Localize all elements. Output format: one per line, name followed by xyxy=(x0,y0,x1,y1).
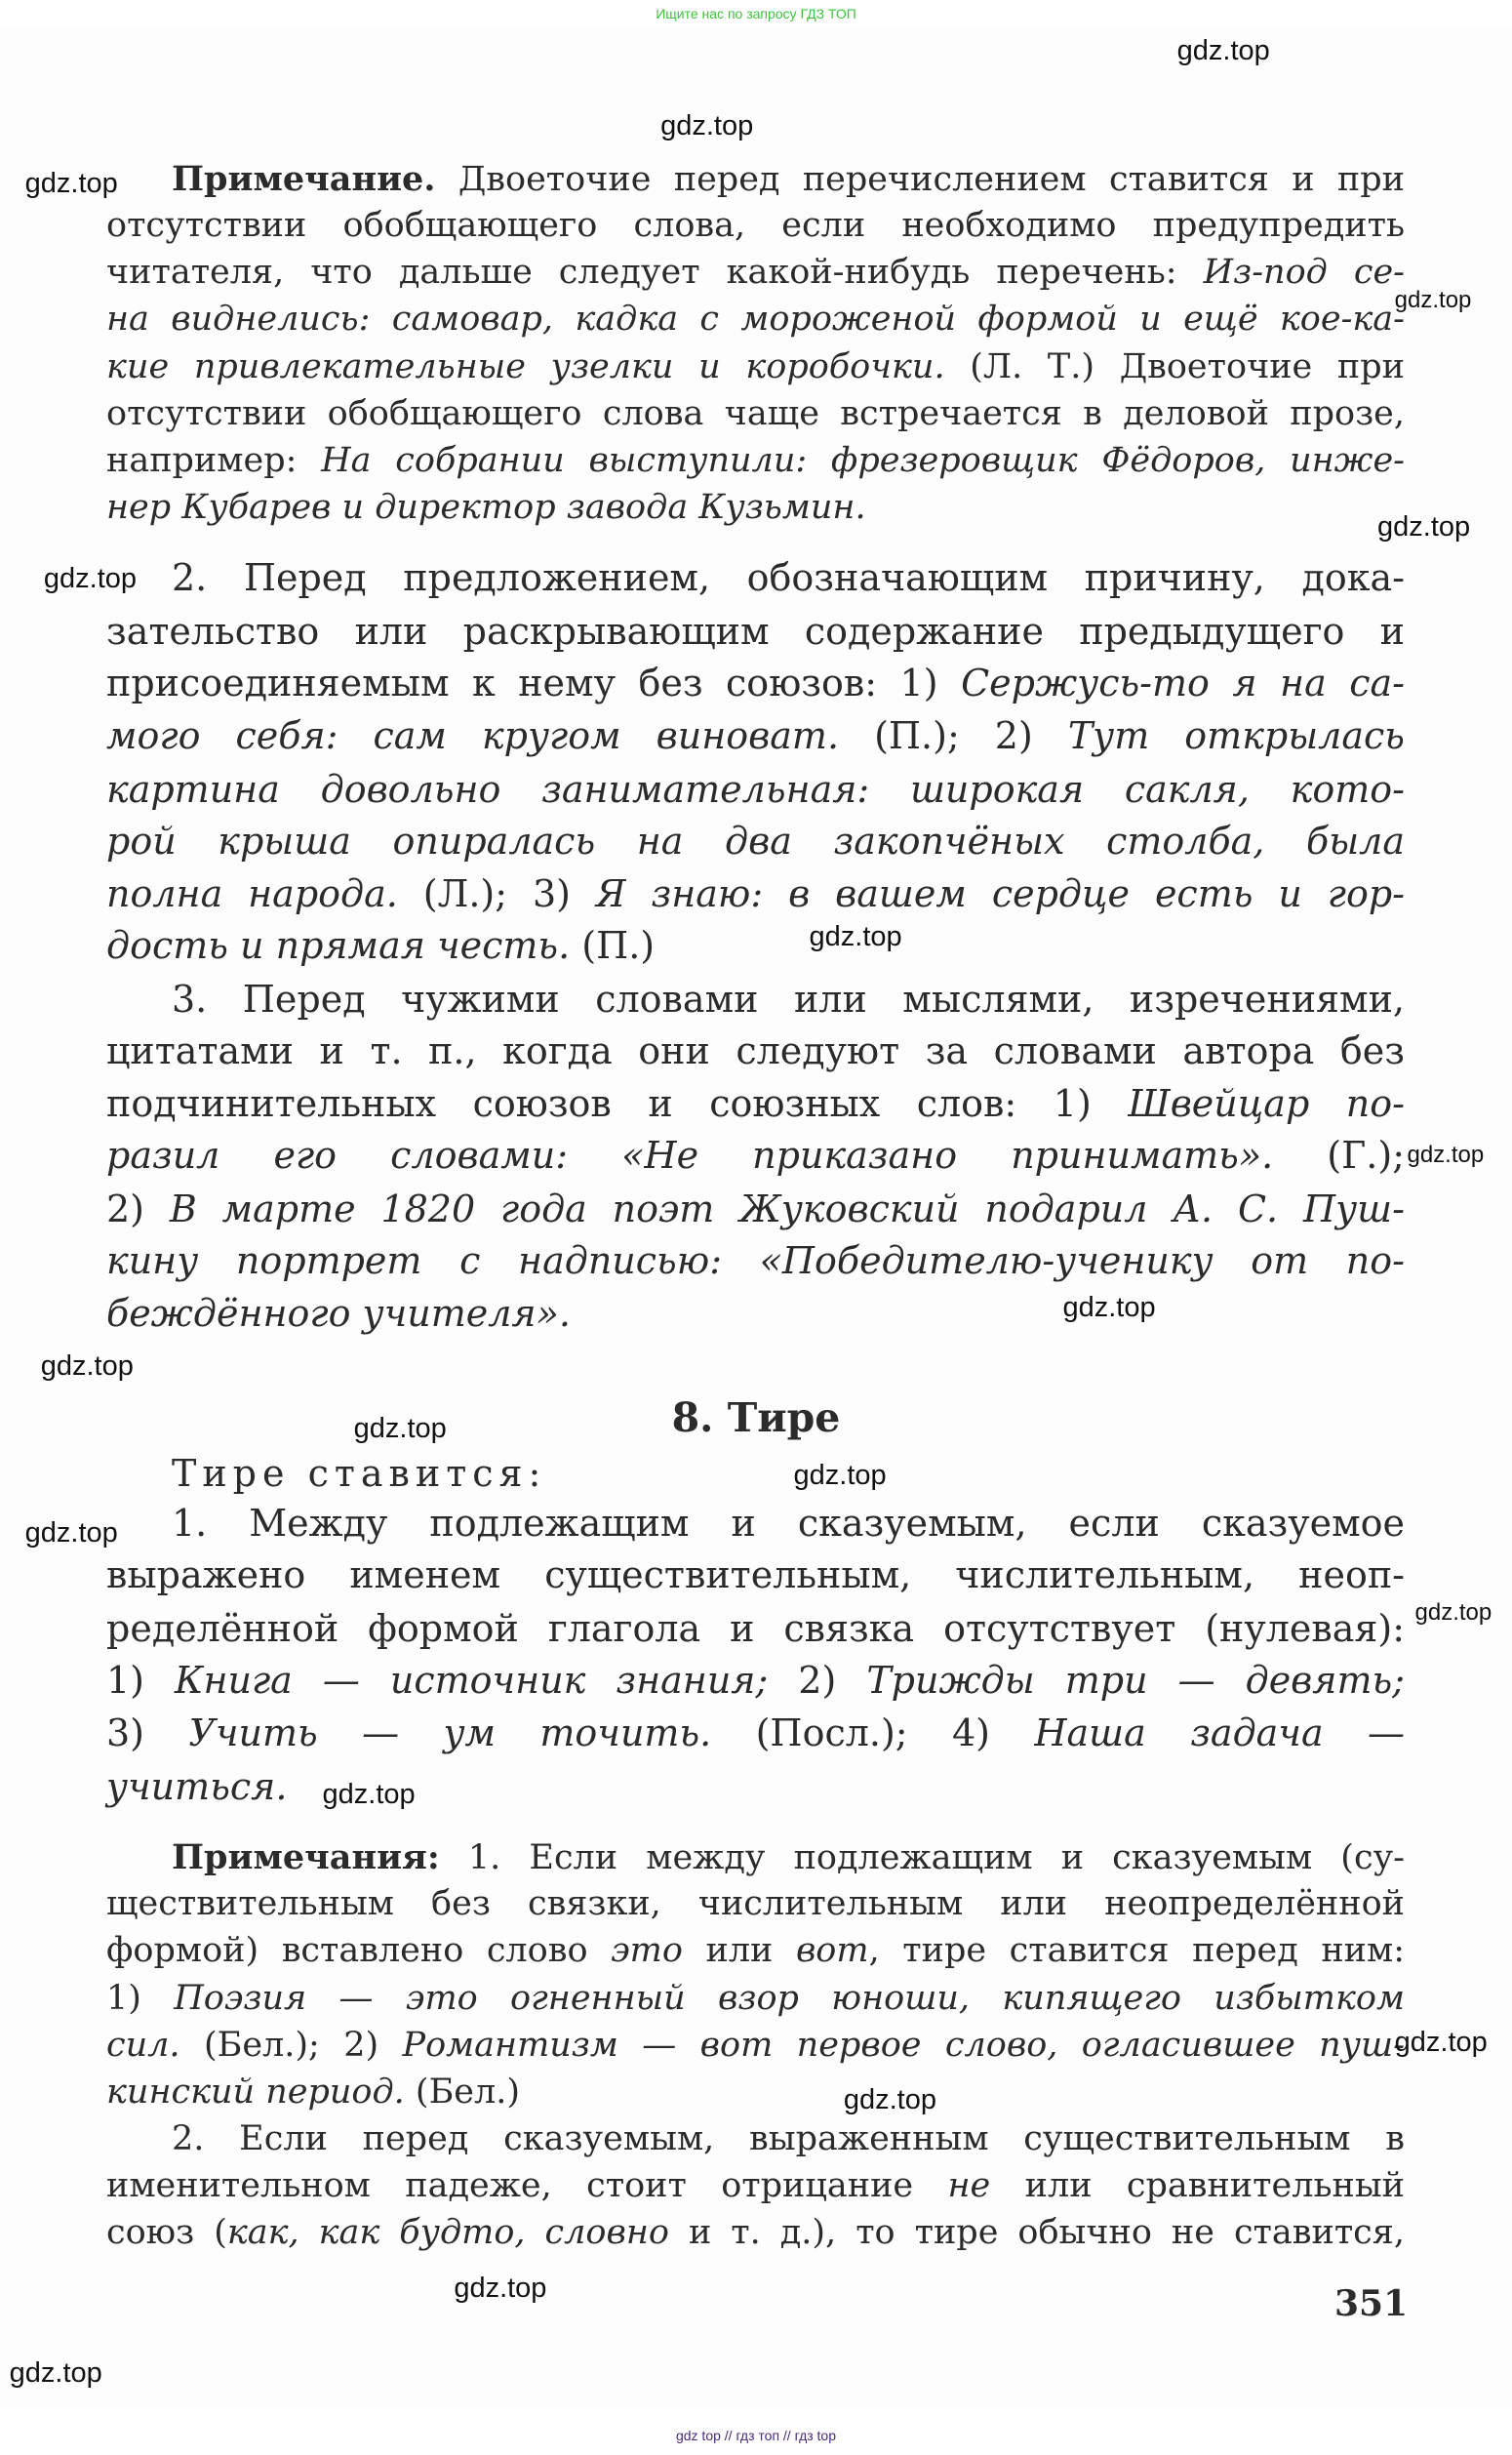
text-run: выражено именем существительным, числительным, неоп- xyxy=(106,1553,1405,1597)
text-run: ществительным без связки, числительным или неопределённой xyxy=(106,1884,1405,1924)
text-line xyxy=(106,924,1405,968)
text-run: 1) xyxy=(106,1978,175,2018)
text-line xyxy=(106,2072,1405,2112)
text-line xyxy=(106,440,1406,480)
text-run: (Посл.); 4) xyxy=(711,1711,1035,1755)
text-run: 3. Перед чужими словами или мыслями, изречениями, xyxy=(172,977,1405,1021)
text-run: например: xyxy=(106,440,322,480)
text-line xyxy=(106,1028,1405,1072)
italic-text: В марте 1820 года поэт Жуковский подарил А. С. Пуш- xyxy=(169,1187,1405,1230)
text-line xyxy=(106,1711,1405,1755)
italic-text: это xyxy=(611,1931,683,1971)
text-run: 2) xyxy=(768,1658,867,1702)
text-run: (Бел.) xyxy=(404,2072,521,2112)
italic-text: Наша задача — xyxy=(1034,1711,1405,1755)
text-run: или xyxy=(682,1931,796,1971)
text-run: (Бел.); 2) xyxy=(179,2025,403,2065)
text-line xyxy=(172,556,1405,600)
watermark: gdz.top xyxy=(1394,2026,1488,2058)
italic-text: На собрании выступили: фрезеровщик Фёдоров, инже- xyxy=(321,440,1406,480)
italic-text: Трижды три — девять; xyxy=(866,1658,1405,1702)
watermark: gdz.top xyxy=(1176,34,1270,66)
text-line xyxy=(106,1931,1405,1971)
text-run: (Л.); 3) xyxy=(397,872,596,916)
text-line xyxy=(106,2025,1405,2065)
italic-text: Тут открылась xyxy=(1067,714,1405,758)
text-line xyxy=(172,1502,1405,1546)
section-heading: 8. Тире xyxy=(671,1394,841,1441)
watermark: gdz.top xyxy=(1407,1142,1485,1169)
text-run: зательство или раскрывающим содержание предыдущего и xyxy=(106,609,1405,653)
italic-text: Я знаю: в вашем сердце есть и гор- xyxy=(595,872,1406,916)
text-run: именительном падеже, стоит отрицание xyxy=(106,2166,948,2206)
text-run: 1. Между подлежащим и сказуемым, если сказуемое xyxy=(172,1502,1405,1546)
text-line xyxy=(106,1884,1405,1924)
italic-text: Поэзия — это огненный взор юноши, кипящего избытком xyxy=(174,1978,1405,2018)
watermark: gdz.top xyxy=(43,562,138,594)
watermark: gdz.top xyxy=(9,2356,102,2389)
watermark: gdz.top xyxy=(353,1412,447,1444)
watermark: gdz.top xyxy=(454,2272,547,2304)
watermark: gdz.top xyxy=(1062,1292,1156,1324)
text-run: или сравнительный xyxy=(990,2166,1406,2206)
text-line xyxy=(106,1606,1405,1650)
text-run: отсутствии обобщающего слова, если необходимо предупредить xyxy=(106,206,1405,246)
text-line xyxy=(106,609,1405,653)
text-run: Двоеточие перед перечислением ставится и при xyxy=(435,160,1405,200)
watermark: gdz.top xyxy=(809,921,902,953)
text-run: читателя, что дальше следует какой-нибудь перечень: xyxy=(106,253,1204,293)
text-run: (П.) xyxy=(570,924,656,968)
text-run: отсутствии обобщающего слова чаще встречается в деловой прозе, xyxy=(106,393,1405,433)
text-run: , тире ставится перед ним: xyxy=(868,1931,1405,1971)
text-run: (П.); 2) xyxy=(839,714,1068,758)
text-line xyxy=(106,346,1405,386)
italic-text: нер Кубарев и директор завода Кузьмин. xyxy=(106,487,866,527)
text-run: союз ( xyxy=(106,2213,227,2253)
watermark: gdz.top xyxy=(24,168,118,200)
italic-text: дость и прямая честь. xyxy=(106,924,571,968)
section-subheading: Тире ставится: xyxy=(172,1452,547,1495)
watermark: gdz.top xyxy=(322,1779,416,1811)
italic-text: картина довольно занимательная: широкая сакля, кото- xyxy=(106,767,1405,811)
bold-text: Примечание. xyxy=(172,159,436,200)
text-line xyxy=(106,2166,1406,2206)
italic-text: на виднелись: самовар, кадка с мороженой формой и ещё кое-ка- xyxy=(106,300,1405,340)
text-line xyxy=(106,1658,1405,1702)
text-line xyxy=(106,872,1406,916)
text-line xyxy=(106,1187,1405,1230)
text-line xyxy=(106,1238,1405,1282)
watermark: gdz.top xyxy=(793,1460,887,1492)
text-line xyxy=(106,2213,1405,2253)
text-line xyxy=(106,714,1405,758)
italic-text: разил его словами: «Не приказано принимать». xyxy=(106,1134,1274,1178)
italic-text: рой крыша опиралась на два закопчёных столба, была xyxy=(106,819,1405,863)
text-line xyxy=(106,1082,1405,1126)
footer-links[interactable]: gdz top // гдз топ // гдз top xyxy=(675,2428,837,2443)
text-line xyxy=(172,159,1405,200)
text-line xyxy=(106,206,1405,246)
italic-text: учиться. xyxy=(106,1765,288,1809)
page-number: 351 xyxy=(1334,2283,1409,2324)
text-run: 2. Перед предложением, обозначающим причину, дока- xyxy=(172,556,1405,600)
text-run: (Л. Т.) Двоеточие при xyxy=(944,346,1405,386)
text-line xyxy=(172,1837,1405,1878)
italic-text: Книга — источник знания; xyxy=(175,1658,769,1702)
italic-text: Из-под се- xyxy=(1203,253,1405,293)
watermark: gdz.top xyxy=(1377,510,1471,543)
text-line xyxy=(172,2118,1405,2158)
italic-text: вот xyxy=(795,1931,869,1971)
text-line xyxy=(106,1978,1405,2018)
italic-text: кие привлекательные узелки и коробочки. xyxy=(106,346,945,386)
text-run: (Г.); xyxy=(1273,1134,1405,1178)
text-run: 1. Если между подлежащим и сказуемым (су- xyxy=(439,1838,1405,1878)
italic-text: не xyxy=(947,2166,991,2206)
italic-text: Швейцар по- xyxy=(1128,1082,1405,1126)
italic-text: полна народа. xyxy=(106,872,398,916)
text-run: 1) xyxy=(106,1658,176,1702)
text-line xyxy=(106,767,1405,811)
italic-text: сил. xyxy=(106,2025,180,2065)
text-run: и т. д.), то тире обычно не ставится, xyxy=(668,2213,1405,2253)
text-line xyxy=(106,253,1405,293)
italic-text: беждённого учителя». xyxy=(106,1292,571,1336)
text-line xyxy=(106,487,1405,527)
text-run: формой) вставлено слово xyxy=(106,1931,612,1971)
italic-text: Романтизм — вот первое слово, огласившее пуш- xyxy=(402,2025,1405,2065)
italic-text: Сержусь-то я на са- xyxy=(961,661,1406,704)
text-line xyxy=(106,393,1405,433)
text-run: ределённой формой глагола и связка отсутствует (нулевая): xyxy=(106,1606,1405,1650)
text-run: 2) xyxy=(106,1187,170,1230)
search-banner[interactable]: Ищите нас по запросу ГДЗ ТОП xyxy=(656,6,856,21)
watermark: gdz.top xyxy=(1414,1598,1492,1626)
text-line xyxy=(172,977,1405,1021)
bold-text: Примечания: xyxy=(172,1837,440,1878)
text-run: подчинительных союзов и союзных слов: 1) xyxy=(106,1082,1129,1126)
watermark: gdz.top xyxy=(40,1349,134,1382)
italic-text: мого себя: сам кругом виноват. xyxy=(106,714,840,758)
text-line xyxy=(106,1765,1405,1809)
text-run: 3) xyxy=(106,1711,189,1755)
italic-text: как, как будто, словно xyxy=(226,2213,669,2253)
watermark: gdz.top xyxy=(1394,287,1472,314)
text-line xyxy=(106,1553,1405,1597)
italic-text: кинский период. xyxy=(106,2072,405,2112)
text-run: 2. Если перед сказуемым, выраженным существительным в xyxy=(172,2118,1405,2158)
text-line xyxy=(106,1134,1405,1178)
text-line xyxy=(106,661,1406,704)
watermark: gdz.top xyxy=(24,1517,118,1549)
text-run: цитатами и т. п., когда они следуют за словами автора без xyxy=(106,1028,1405,1072)
text-run: присоединяемым к нему без союзов: 1) xyxy=(106,661,962,704)
watermark: gdz.top xyxy=(660,109,754,141)
text-line xyxy=(106,819,1405,863)
italic-text: кину портрет с надписью: «Победителю-ученику от по- xyxy=(106,1238,1405,1282)
text-line xyxy=(106,300,1405,340)
text-line xyxy=(106,1292,1405,1336)
watermark: gdz.top xyxy=(843,2084,936,2116)
italic-text: Учить — ум точить. xyxy=(188,1711,712,1755)
